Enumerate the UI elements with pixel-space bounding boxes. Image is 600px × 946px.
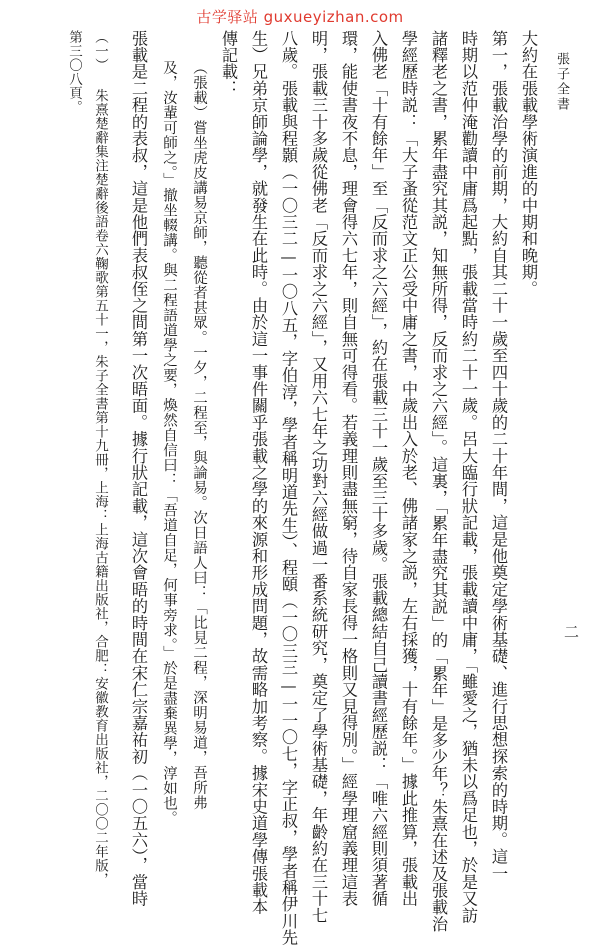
main-text-column: 時期以范仲淹勸讀中庸爲起點，張載當時約二十一歲。呂大臨行狀記載，張載讀中庸，「雖愛之，猶未以爲足也，於是又訪	[459, 30, 478, 924]
main-text-column: 明，張載三十多歲從佛老「反而求之六經」，又用六七年之功對六經做過一番系統研究，奠定了學術基礎，年齡約在三十七	[309, 30, 328, 924]
main-text-column: 大約在張載學術演進的中期和晚期。	[519, 30, 538, 298]
main-text-column: 學經歷時説：「大子蚤從范文正公受中庸之書，中歲出入於老、佛諸家之説，左右採獲，十有餘年。」據此推算，張載出	[399, 30, 418, 907]
watermark-text: 古学驿站 guxueyizhan.com	[196, 8, 404, 26]
main-text-column: 傳記載：	[219, 30, 238, 97]
footnote-column: 第三〇八頁。	[66, 30, 82, 114]
main-text-column: 諸釋老之書，累年盡究其説，知無所得，反而求之六經」。這裏，「累年盡究其説」的「累年」是多少年？朱熹在述及張載治	[429, 30, 448, 933]
footnote-column: （一） 朱熹楚辭集注楚辭後語卷六鞠歌第五十一，朱子全書第十九冊，上海：上海古籍出版社，合肥：安徽教育出版社，二〇〇二年版，	[92, 30, 108, 887]
main-text-column: 入佛老「十有餘年」至「反而求之六經」，約在張載三十一歲至三十多歲。張載總結自己讀書經歷説：「唯六經則須著循	[369, 30, 388, 907]
main-text-column: 環，能使書夜不息，理會得六七年，則自無可得看。若義理則盡無窮，待自家長得一格則又見得別。」經學理窟義理這表	[339, 30, 358, 907]
running-header: 張子全書	[554, 52, 569, 112]
main-text-column: 生）兄弟京師論學，就發生在此時。由於這一事件關乎張載之學的來源和形成問題，故需略加考察。據宋史道學傳張載本	[249, 30, 268, 916]
page-body	[48, 30, 569, 946]
quotation-column: 及，汝輩可師之。」撤坐輟講。與二程語道學之要，煥然自信曰：「吾道自足，何事旁求。」於是盡棄異學，淳如也。	[161, 60, 177, 826]
main-text-column: 八歲。張載與程顥（一〇三二—一〇八五，字伯淳，學者稱明道先生）、程頤（一〇三三—一一〇七，字正叔，學者稱伊川先	[279, 30, 298, 946]
quotation-column: （張載）嘗坐虎皮講易京師，聽從者甚眾。一夕，二程至，與論易。次日語人曰：「比見二程，深明易道，吾所弗	[191, 60, 207, 810]
closing-text-column: 張載是二程的表叔，這是他們表叔侄之間第一次晤面。據行狀記載，這次會晤的時間在宋仁宗嘉祐初（一〇五六），當時	[129, 30, 148, 907]
page-number: 二	[562, 624, 580, 639]
main-text-column: 第一，張載治學的前期，大約自其二十一歲至四十歲的二十年間，這是他奠定學術基礎、進行思想探索的時期。這一	[489, 30, 508, 882]
